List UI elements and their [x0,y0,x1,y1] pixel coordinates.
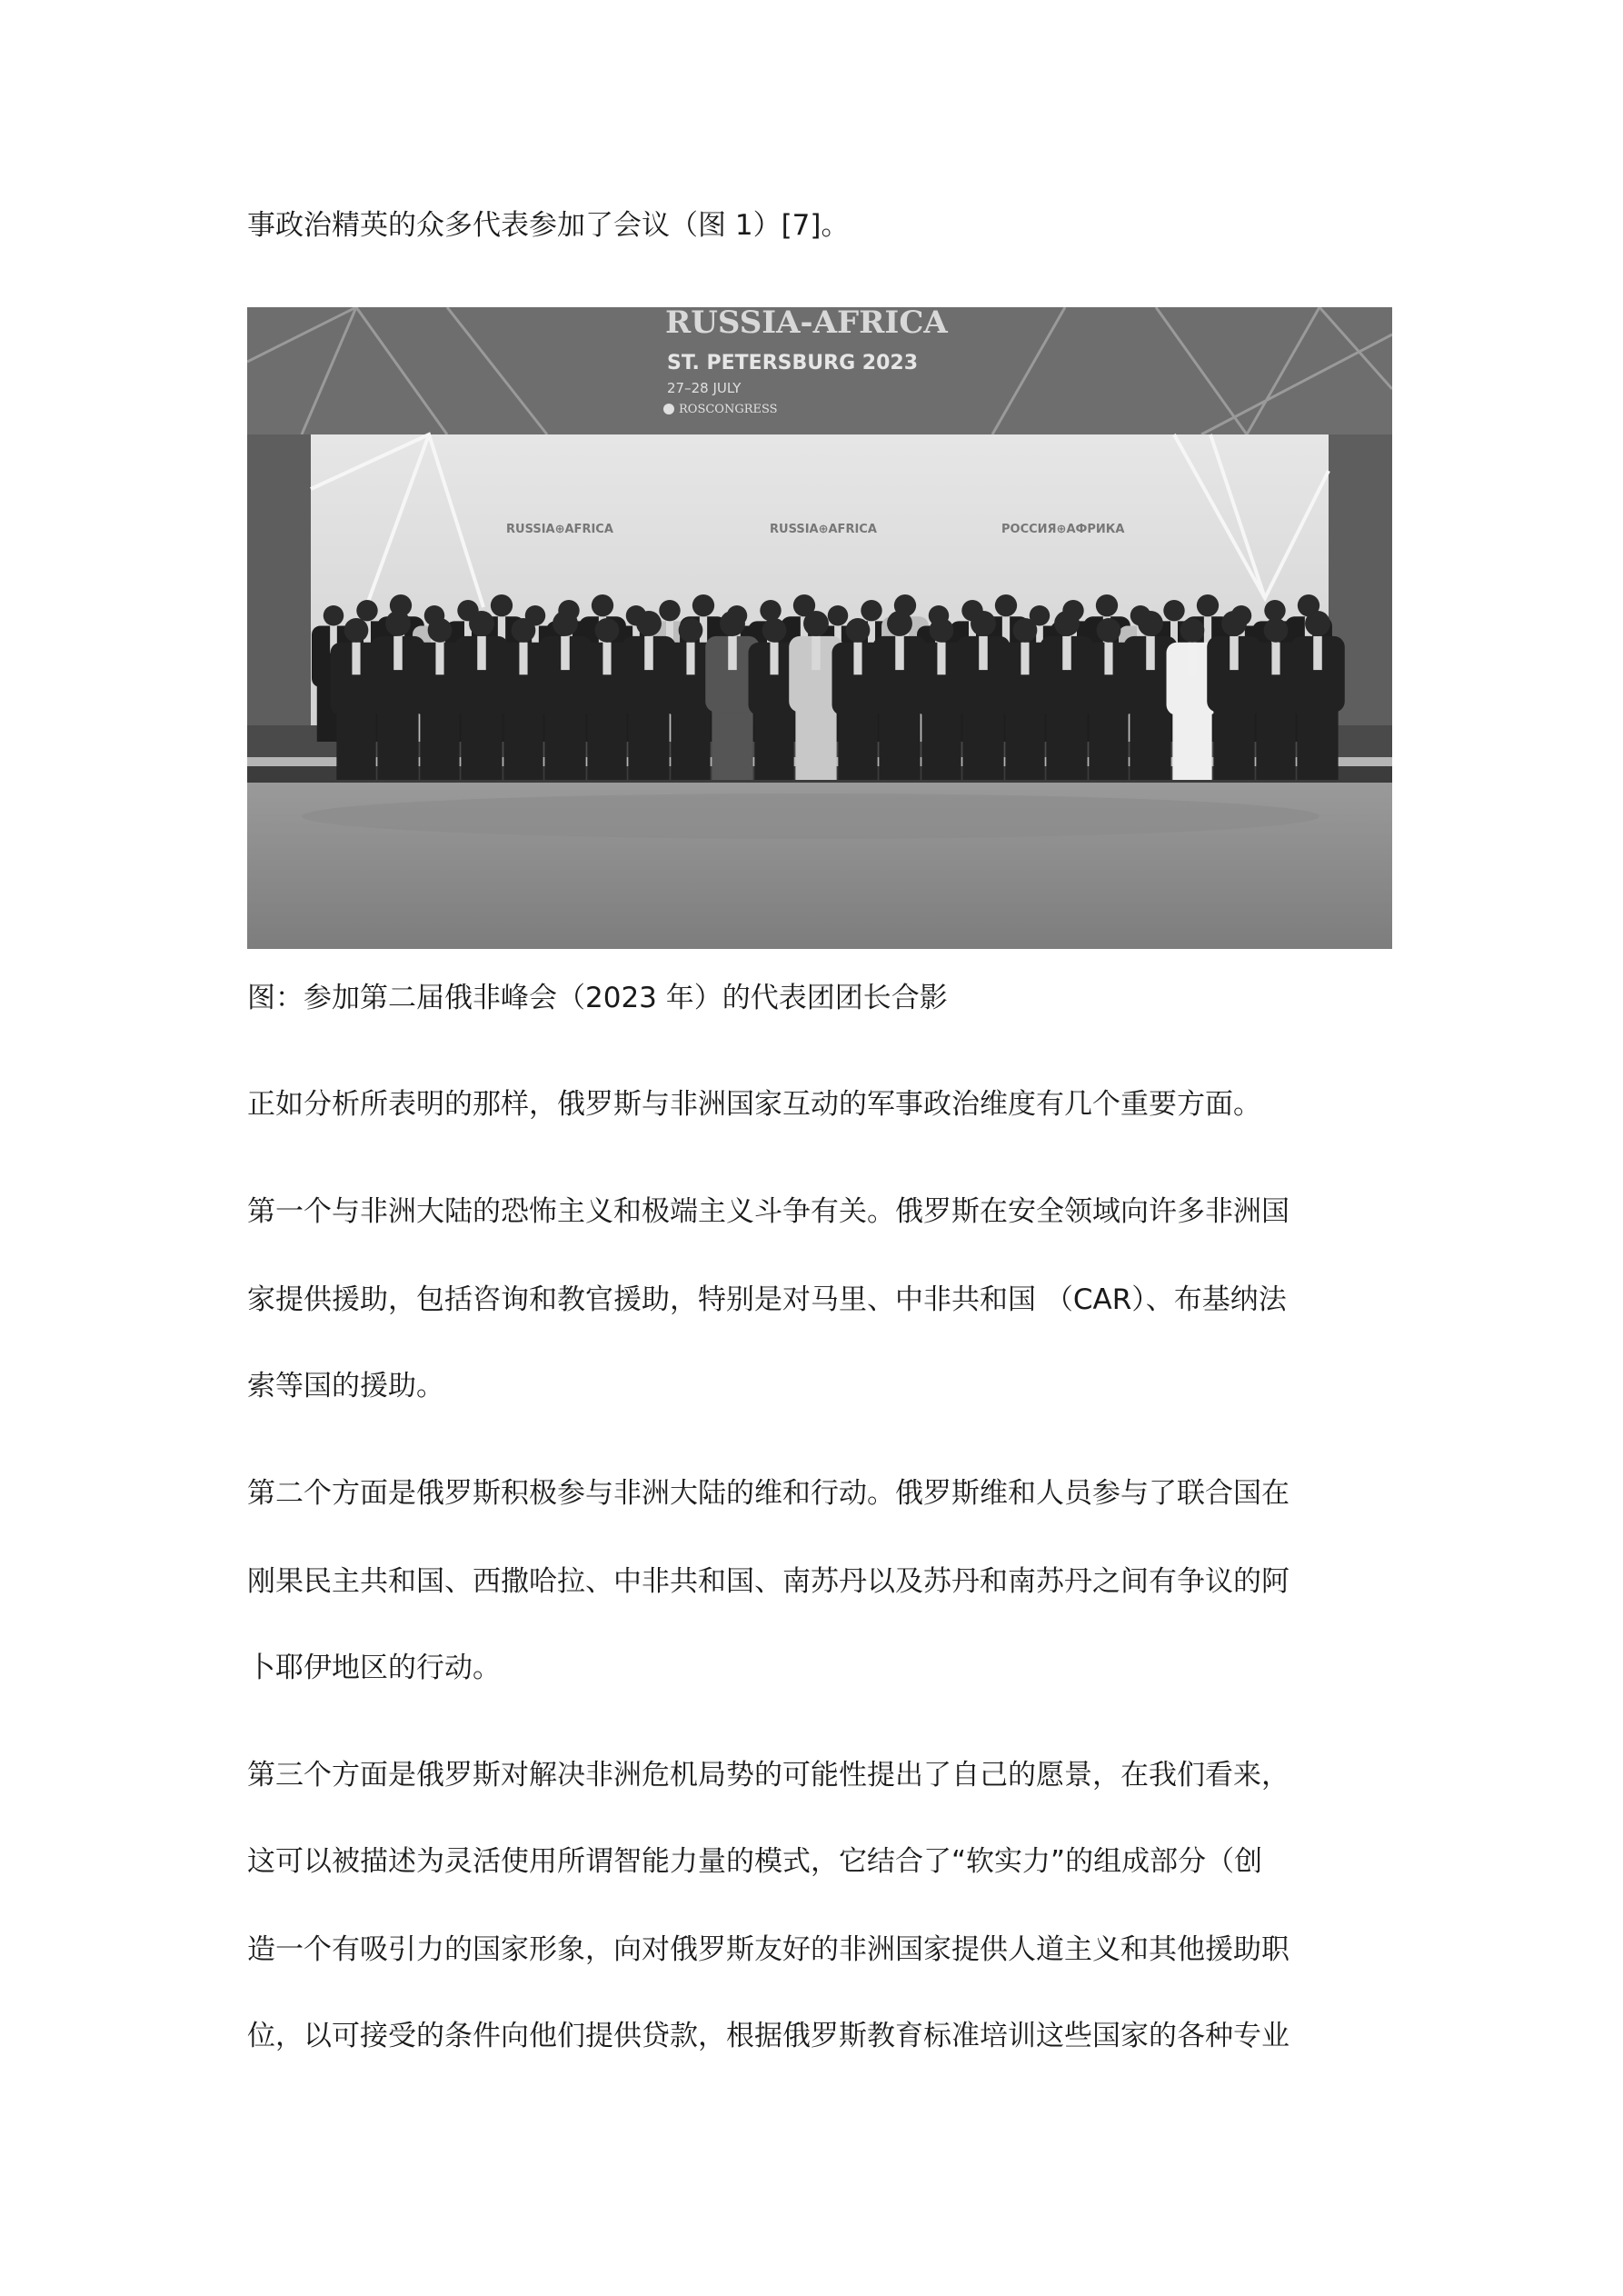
text-line-8-text: 刚果民主共和国、西撒哈拉、中非共和国、南苏丹以及苏丹和南苏丹之间有争议的阿 [247,1565,1289,1598]
text-line-5 [247,1282,1370,1318]
banner-city: ST. PETERSBURG 2023 [667,352,919,374]
text-line-10 [247,1757,1370,1793]
wall-label-3: РОССИЯ⊕АФРИКА [1001,523,1125,536]
text-line-13-text: 位，以可接受的条件向他们提供贷款，根据俄罗斯教育标准培训这些国家的各种专业 [247,2020,1289,2052]
banner-org: ROSCONGRESS [679,403,778,416]
text-line-11 [247,1843,1370,1880]
text-line-9: 卜耶伊地区的行动。 [247,1652,501,1684]
text-line-7-text: 第二个方面是俄罗斯积极参与非洲大陆的维和行动。俄罗斯维和人员参与了联合国在 [247,1477,1289,1510]
photo-caption: 图：参加第二届俄非峰会（2023 年）的代表团团长合影 [247,982,948,1014]
text-line-1: 事政治精英的众多代表参加了会议（图 1）[7]。 [247,209,850,242]
text-line-13 [247,2018,1370,2054]
text-line-10-text: 第三个方面是俄罗斯对解决非洲危机局势的可能性提出了自己的愿景，在我们看来， [247,1759,1289,1792]
text-line-6: 索等国的援助。 [247,1370,444,1403]
text-line-11-text: 这可以被描述为灵活使用所谓智能力量的模式，它结合了“软实力”的组成部分（创 [247,1845,1263,1878]
text-line-5-text: 家提供援助，包括咨询和教官援助，特别是对马里、中非共和国 （CAR）、布基纳法 [247,1283,1287,1316]
wall-label-1: RUSSIA⊕AFRICA [506,523,613,536]
banner-dates: 27–28 JULY [667,380,742,396]
text-line-4-text: 第一个与非洲大陆的恐怖主义和极端主义斗争有关。俄罗斯在安全领域向许多非洲国 [247,1195,1289,1228]
text-line-12-text: 造一个有吸引力的国家形象，向对俄罗斯友好的非洲国家提供人道主义和其他援助职 [247,1933,1289,1966]
banner-title: RUSSIA-AFRICA [665,307,948,341]
wall-label-2: RUSSIA⊕AFRICA [770,523,877,536]
summit-group-photo [247,307,1392,949]
text-line-3: 正如分析所表明的那样，俄罗斯与非洲国家互动的军事政治维度有几个重要方面。 [247,1088,1261,1121]
text-line-4 [247,1193,1370,1230]
text-line-8 [247,1563,1370,1600]
text-line-12 [247,1932,1370,1968]
text-line-7 [247,1475,1370,1512]
roscongress-logo-icon [663,404,674,414]
